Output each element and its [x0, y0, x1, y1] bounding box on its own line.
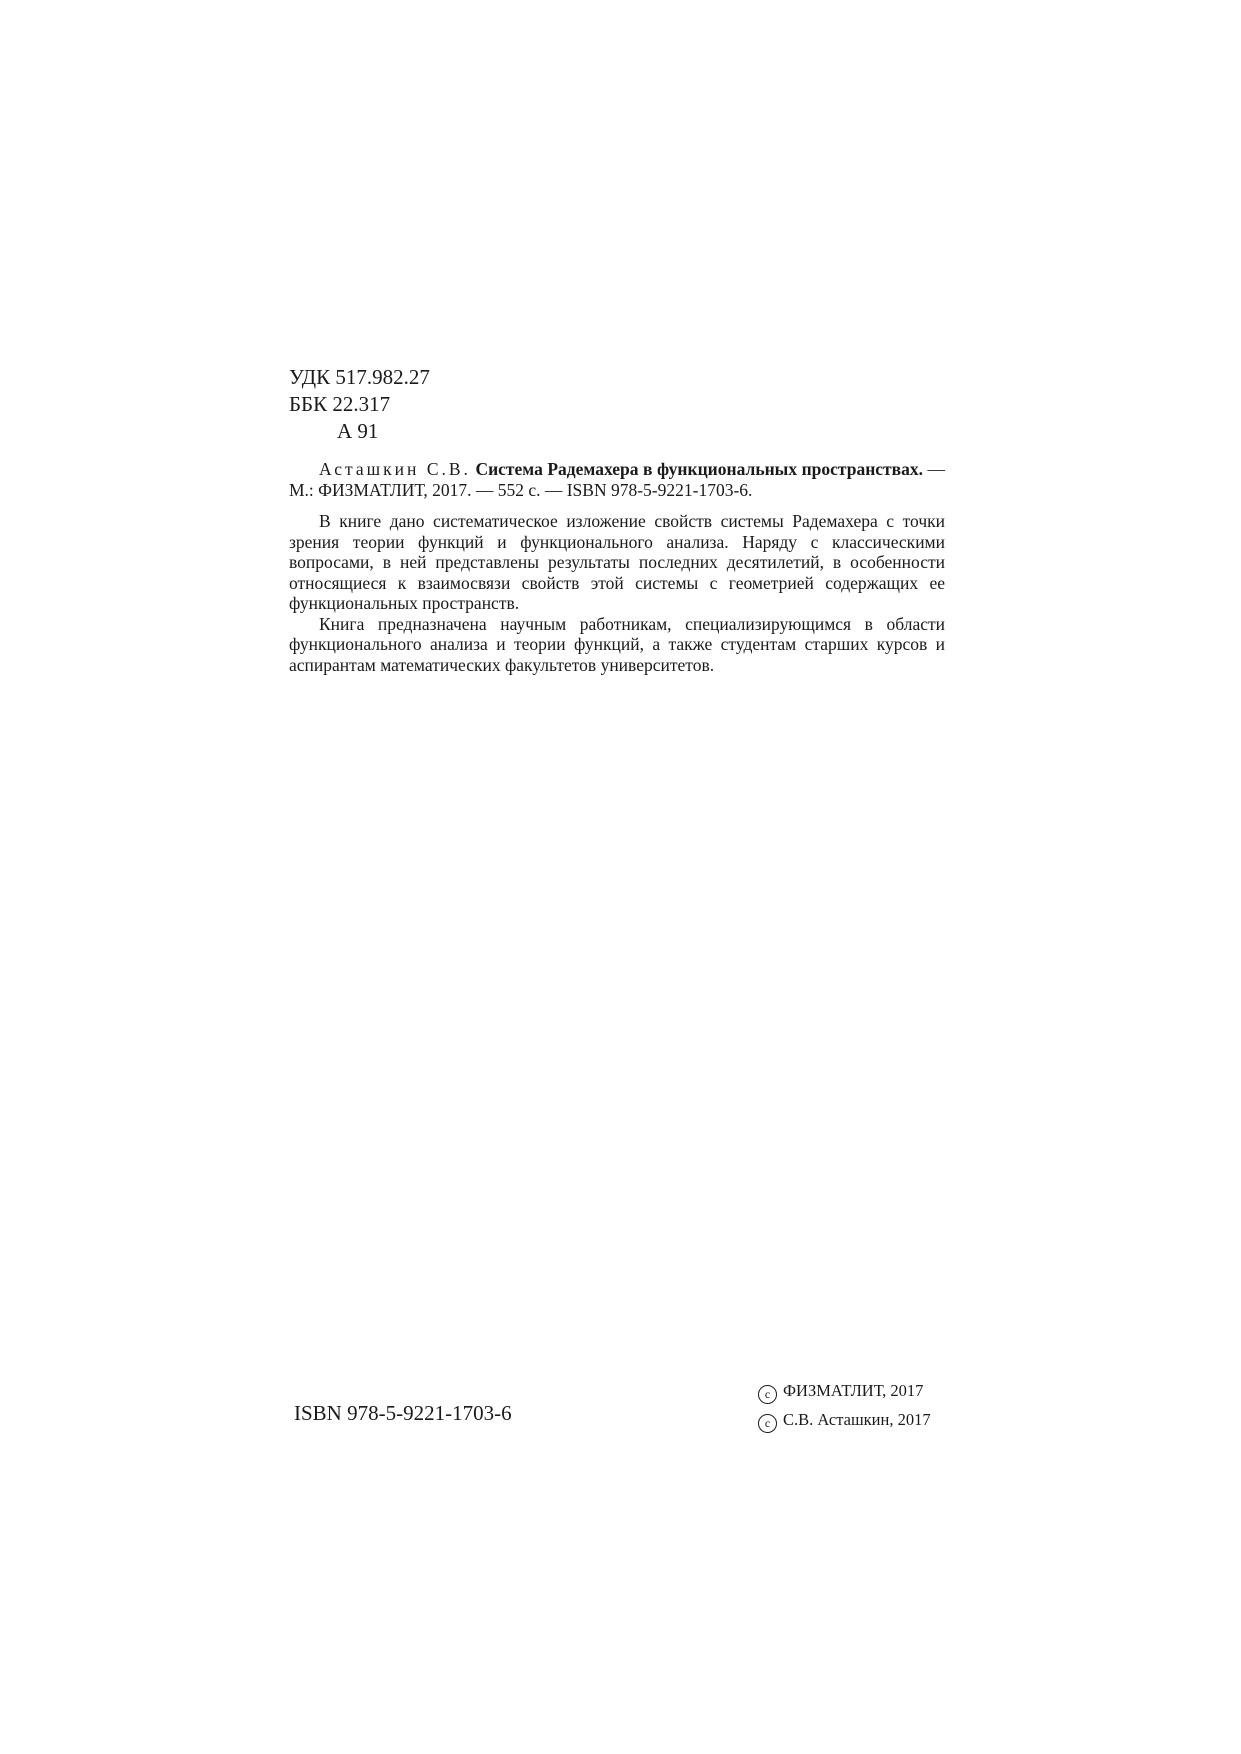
- bibliographic-entry: [289, 459, 945, 500]
- bib-imprint: — М.: ФИЗМАТЛИТ, 2017. — 552 с. — ISBN 978-5-9221-1703-6.: [289, 459, 945, 500]
- copyright-line-publisher: [758, 1376, 931, 1405]
- annotation-paragraph-2: Книга предназначена научным работникам, специализирующимся в области функционального анализа и теории функций, а также студентам старших курсов и аспирантам математических факультетов университетов.: [289, 613, 945, 675]
- copyright-icon: c: [758, 1385, 777, 1404]
- copyright-notices: [758, 1376, 931, 1434]
- bib-author: Асташкин С.В.: [319, 459, 471, 479]
- udk-code: УДК 517.982.27: [289, 365, 430, 389]
- text-block: [289, 459, 945, 675]
- author-mark: А 91: [337, 419, 379, 443]
- bbk-code: ББК 22.317: [289, 392, 391, 416]
- copyright-author: С.В. Асташкин, 2017: [783, 1410, 931, 1429]
- annotation-paragraph-1: В книге дано систематическое изложение свойств системы Радемахера с точки зрения теории функций и функционального анализа. Наряду с классическими вопросами, в ней представлены результаты последних десятилетий, в особенности относящиеся к взаимосвязи свойств этой системы с геометрией содержащих ее функциональных пространств.: [289, 511, 945, 613]
- classification-codes: [289, 364, 430, 445]
- isbn-number: ISBN 978-5-9221-1703-6: [294, 1401, 512, 1425]
- copyright-publisher: ФИЗМАТЛИТ, 2017: [783, 1381, 924, 1400]
- bib-title: Система Радемахера в функциональных пространствах.: [475, 459, 923, 479]
- copyright-icon: c: [758, 1414, 777, 1433]
- copyright-line-author: [758, 1405, 931, 1434]
